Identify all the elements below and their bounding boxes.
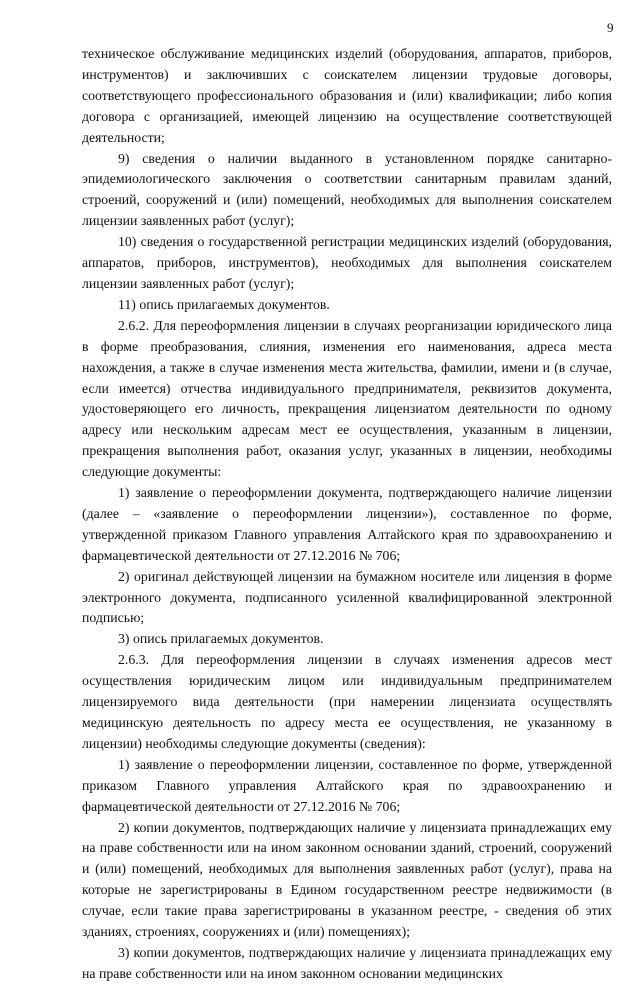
paragraph-continuation: техническое обслуживание медицинских изделий (оборудования, аппаратов, приборов, инструментов) и заключивших с соискателем лицензии трудовые договоры, соответствующего профессионального образования и (или) квалификации; либо копия договора с организацией, имеющей лицензию на осуществление соответствующей деятельности; — [82, 46, 612, 145]
page-number: 9 — [607, 20, 614, 35]
paragraph-section-2-6-2: 2.6.2. Для переоформления лицензии в случаях реорганизации юридического лица в форме преобразования, слияния, изменения его наименования, адреса места нахождения, а также в случае изменения места жительства, фамилии, имени и (в случае, если имеется) отчества индивидуального предпринимателя, реквизитов документа, удостоверяющего его личность, прекращения лицензиатом деятельности по одному адресу или нескольким адресам мест ее осуществления, указанным в лицензии, прекращения выполнения работ, оказания услуг, указанных в лицензии, необходимы следующие документы: — [82, 317, 612, 480]
paragraph-item-2: 2) копии документов, подтверждающих наличие у лицензиата принадлежащих ему на праве собственности или на ином законном основании зданий, строений, сооружений и (или) помещений, необходимых для выполнения заявленных работ (услуг), права на которые не зарегистрированы в Едином государственном реестре недвижимости (в случае, если такие права зарегистрированы в указанном реестре, - сведения об этих зданиях, строениях, сооружениях и (или) помещениях); — [82, 819, 612, 940]
paragraph-item-1: 1) заявление о переоформлении документа, подтверждающего наличие лицензии (далее – «заявление о переоформлении лицензии»), составленное по форме, утвержденной приказом Главного управления Алтайского края по здравоохранению и фармацевтической деятельности от 27.12.2016 № 706; — [82, 485, 612, 563]
document-body — [82, 44, 612, 985]
paragraph-item-11: 11) опись прилагаемых документов. — [118, 296, 330, 312]
paragraph-item-3: 3) копии документов, подтверждающих наличие у лицензиата принадлежащих ему на праве собственности или на ином законном основании медицинских — [82, 944, 612, 981]
paragraph-section-2-6-3: 2.6.3. Для переоформления лицензии в случаях изменения адресов мест осуществления юридическим лицом или индивидуальным предпринимателем лицензируемого вида деятельности (при намерении лицензиата осуществлять медицинскую деятельность по адресу места ее осуществления, не указанному в лицензии) необходимы следующие документы (сведения): — [82, 652, 612, 751]
paragraph-item-2: 2) оригинал действующей лицензии на бумажном носителе или лицензия в форме электронного документа, подписанного усиленной квалифицированной электронной подписью; — [82, 568, 612, 626]
paragraph-item-3: 3) опись прилагаемых документов. — [118, 631, 324, 647]
paragraph-item-1: 1) заявление о переоформлении лицензии, составленное по форме, утвержденной приказом Главного управления Алтайского края по здравоохранению и фармацевтической деятельности от 27.12.2016 № 706; — [82, 756, 612, 814]
paragraph-item-9: 9) сведения о наличии выданного в установленном порядке санитарно-эпидемиологического заключения о соответствии санитарным правилам зданий, строений, сооружений и (или) помещений, необходимых для выполнения соискателем лицензии заявленных работ (услуг); — [82, 150, 612, 229]
paragraph-item-10: 10) сведения о государственной регистрации медицинских изделий (оборудования, аппаратов, приборов, инструментов), необходимых для выполнения соискателем лицензии заявленных работ (услуг); — [82, 234, 612, 291]
